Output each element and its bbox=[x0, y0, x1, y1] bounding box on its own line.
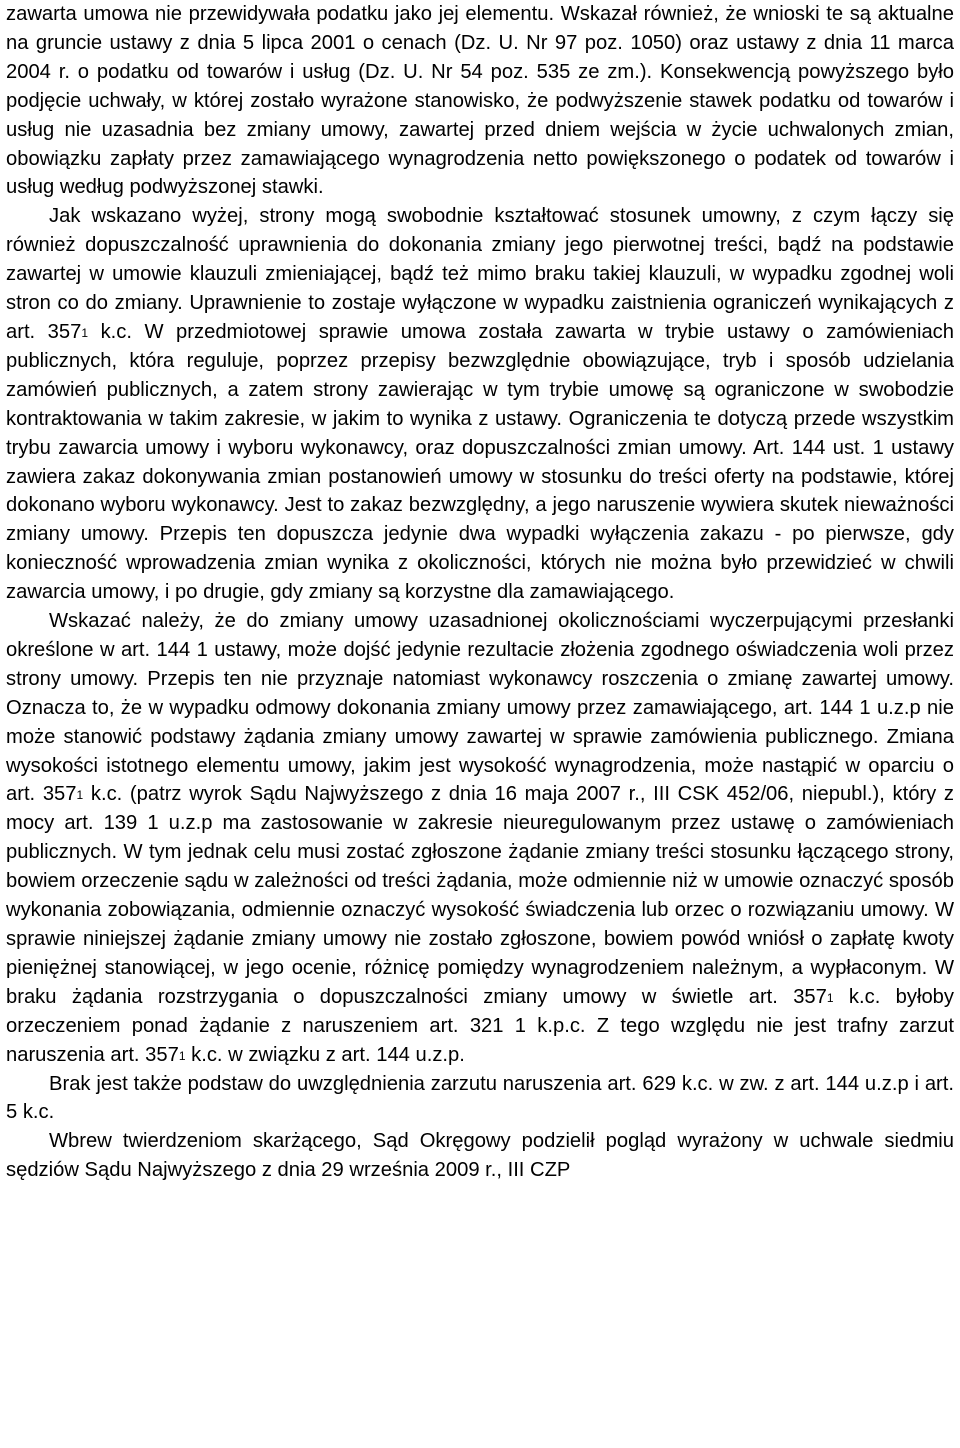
paragraph-2-text-b: k.c. W przedmiotowej sprawie umowa została zawarta w trybie ustawy o zamówieniach publicznych, która reguluje, poprzez przepisy bezwzględnie obowiązujące, tryb i sposób udzielania zamówień publicznych, a zatem strony zawierając w tym trybie umowę są ograniczone w swobodzie kontraktowania w takim zakresie, w jakim to wynika z ustawy. Ograniczenia te dotyczą przede wszystkim trybu zawarcia umowy i wyboru wykonawcy, oraz dopuszczalności zmian umowy. Art. 144 ust. 1 ustawy zawiera zakaz dokonywania zmian postanowień umowy w stosunku do treści oferty na podstawie, której dokonano wyboru wykonawcy. Jest to zakaz bezwzględny, a jego naruszenie wywiera skutek nieważności zmiany umowy. Przepis ten dopuszcza jedynie dwa wypadki wyłączenia zakazu - po pierwsze, gdy konieczność wprowadzenia zmian wynika z okoliczności, których nie można było przewidzieć w chwili zawarcia umowy, i po drugie, gdy zmiany są korzystne dla zamawiającego. bbox=[6, 320, 955, 604]
paragraph-3-text-e: 1 u.z.p ma zastosowanie w zakresie nieuregulowanym przez ustawę o zamówieniach publicznych. W tym jednak celu musi zostać zgłoszone żądanie zmiany treści stosunku łączącego strony, bowiem orzeczenie sądu w zależności od treści żądania, może odmiennie niż w umowie oznaczyć sposób wykonania zobowiązania, odmiennie oznaczyć wysokość świadczenia lub orzec o rozwiązaniu umowy. W sprawie niniejszej żądanie zmiany umowy nie zostało zgłoszone, bowiem powód wniósł o zapłatę kwoty pieniężnej stanowiącej, w jego ocenie, różnicę pomiędzy wynagrodzeniem należnym, a wypłaconym. W braku żądania rozstrzygania o dopuszczalności zmiany umowy w świetle art. 357 bbox=[6, 812, 954, 1008]
paragraph-3-text-b: 1 ustawy, może dojść jedynie rezultacie złożenia zgodnego oświadczenia woli przez strony umowy. Przepis ten nie przyznaje natomiast wykonawcy roszczenia o zmianę zawartej umowy. Oznacza to, że w wypadku odmowy dokonania zmiany umowy przez zamawiającego, art. 144 bbox=[6, 638, 954, 719]
paragraph-3-text-a: Wskazać należy, że do zmiany umowy uzasadnionej okolicznościami wyczerpującymi przesłanki określone w art. 144 bbox=[6, 610, 954, 661]
paragraph-2-text-a: Jak wskazano wyżej, strony mogą swobodnie kształtować stosunek umowny, z czym łączy się również dopuszczalność uprawnienia do dokonania zmiany jego pierwotnej treści, bądź na podstawie zawartej w umowie klauzuli zmieniającej, bądź też mimo braku takiej klauzuli, w wypadku zgodnej woli stron co do zmiany. Uprawnienie to zostaje wyłączone w wypadku zaistnienia ograniczeń wynikających z art. 357 bbox=[6, 205, 954, 343]
document-page bbox=[6, 0, 954, 1185]
superscript: 1 bbox=[826, 990, 834, 1005]
paragraph-1: zawarta umowa nie przewidywała podatku jako jej elementu. Wskazał również, że wnioski te są aktualne na gruncie ustawy z dnia 5 lipca 2001 o cenach (Dz. U. Nr 97 poz. 1050) oraz ustawy z dnia 11 marca 2004 r. o podatku od towarów i usług (Dz. U. Nr 54 poz. 535 ze zm.). Konsekwencją powyższego było podjęcie uchwały, w której zostało wyrażone stanowisko, że podwyższenie stawek podatku od towarów i usług nie uzasadnia bez zmiany umowy, zawartej przed dniem wejścia w życie uchwalonych zmian, obowiązku zapłaty przez zamawiającego wynagrodzenia netto powiększonego o podatek od towarów i usług według podwyższonej stawki. bbox=[6, 3, 954, 199]
paragraph-5: Wbrew twierdzeniom skarżącego, Sąd Okręgowy podzielił pogląd wyrażony w uchwale siedmiu sędziów Sądu Najwyższego z dnia 29 września 2009 r., III CZP bbox=[6, 1130, 954, 1182]
paragraph-2 bbox=[6, 202, 954, 607]
superscript: 1 bbox=[178, 1048, 186, 1063]
paragraph-3-text-c: 1 u.z.p nie może stanowić podstawy żądania zmiany umowy zawartej w sprawie zamówienia publicznego. Zmiana wysokości istotnego elementu umowy, jakim jest wysokość wynagrodzenia, może nastąpić w oparciu o art. 357 bbox=[6, 696, 954, 806]
paragraph-3-text-f: k.c. byłoby orzeczeniem ponad żądanie z naruszeniem art. 321 bbox=[6, 985, 954, 1037]
paragraph-3-text-g: 1 k.p.c. Z tego względu nie jest trafny zarzut naruszenia art. 357 bbox=[6, 1014, 954, 1066]
paragraph-3-text-d: k.c. (patrz wyrok Sądu Najwyższego z dnia 16 maja 2007 r., III CSK 452/06, niepubl.), który z mocy art. 139 bbox=[6, 783, 954, 835]
paragraph-3-text-h: k.c. w związku z art. 144 u.z.p. bbox=[185, 1043, 465, 1066]
superscript: 1 bbox=[76, 788, 84, 803]
paragraph-4: Brak jest także podstaw do uwzględnienia zarzutu naruszenia art. 629 k.c. w zw. z art. 144 u.z.p i art. 5 k.c. bbox=[6, 1072, 954, 1124]
superscript: 1 bbox=[81, 325, 89, 340]
paragraph-3 bbox=[6, 607, 954, 1070]
